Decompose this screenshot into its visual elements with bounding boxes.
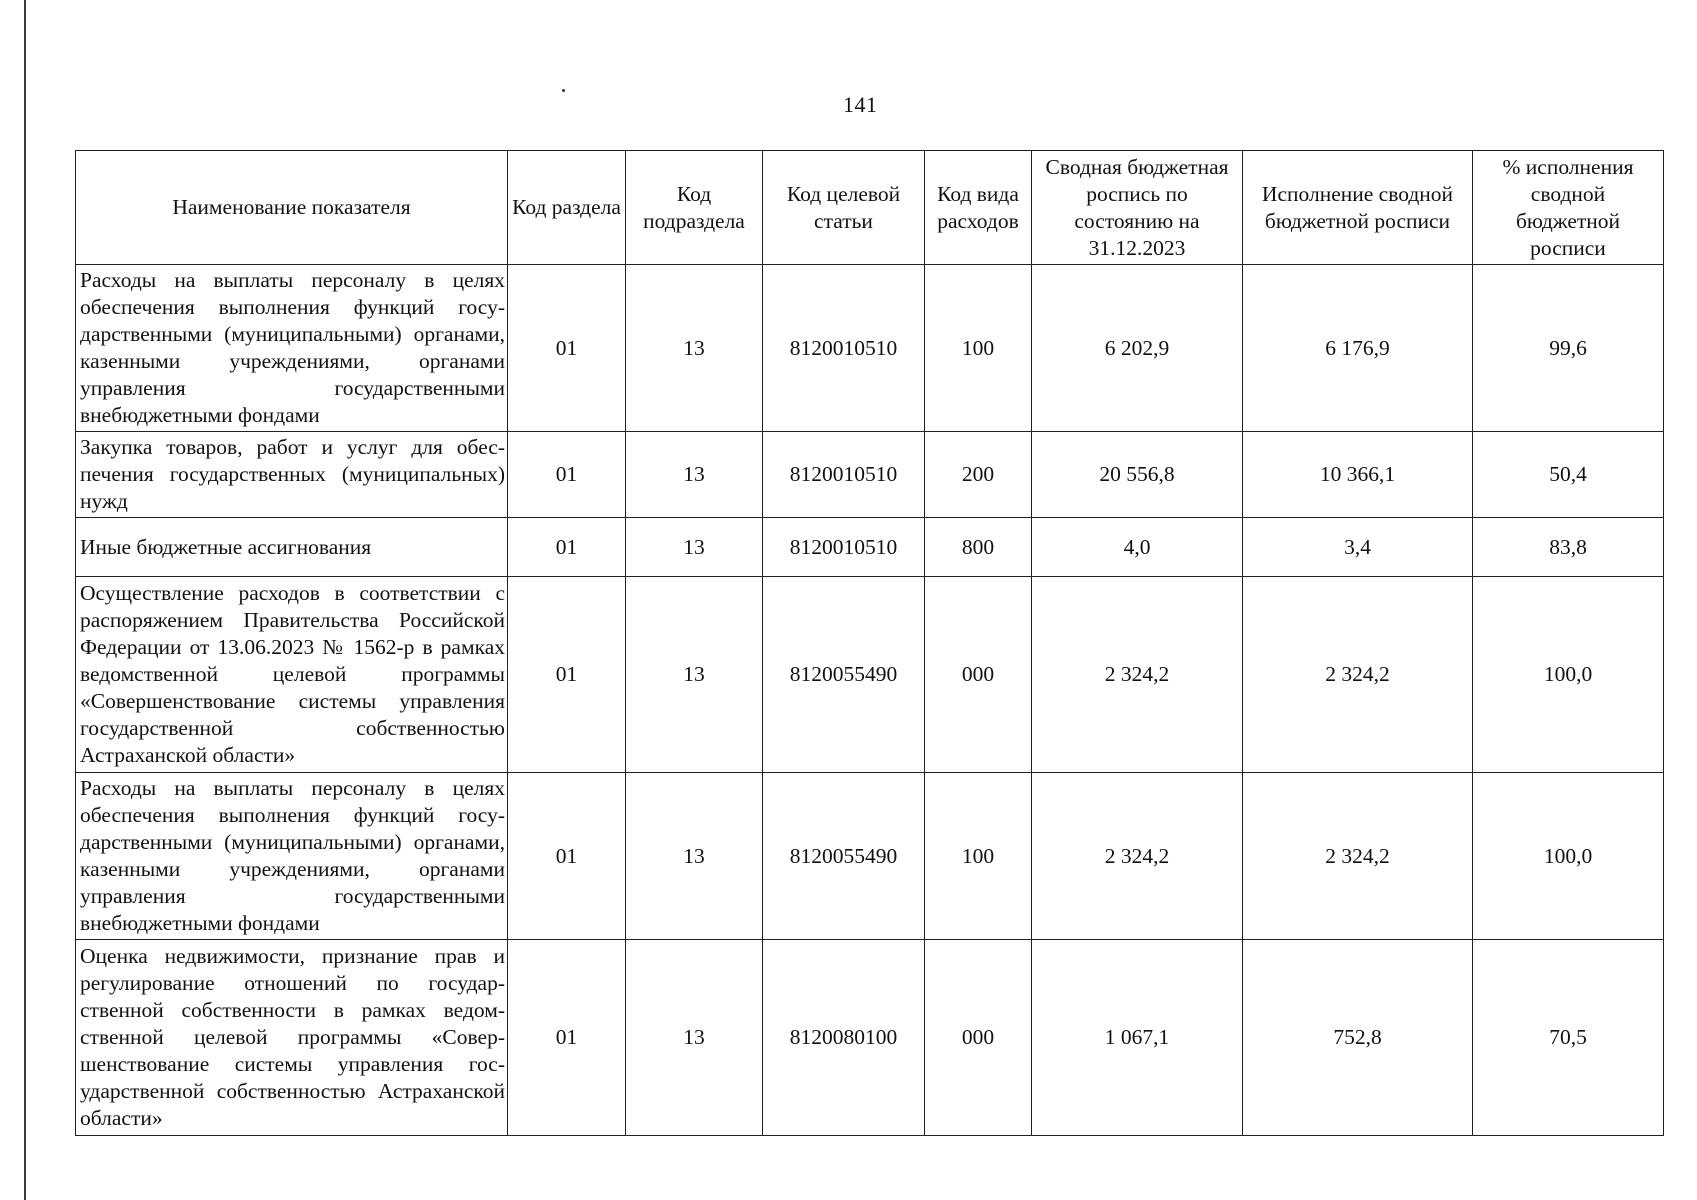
table-row (76, 577, 1664, 773)
row-execution: 10 366,1 (1243, 432, 1473, 518)
row-subsection-code: 13 (626, 265, 763, 432)
row-subsection-code: 13 (626, 773, 763, 940)
row-subsection-code: 13 (626, 432, 763, 518)
row-percent: 50,4 (1473, 432, 1664, 518)
row-section-code: 01 (508, 518, 626, 577)
row-subsection-code: 13 (626, 518, 763, 577)
row-expense-type-code: 800 (925, 518, 1032, 577)
table-row (76, 432, 1664, 518)
table-row (76, 518, 1664, 577)
row-percent: 70,5 (1473, 940, 1664, 1136)
row-percent: 99,6 (1473, 265, 1664, 432)
row-name: Закупка товаров, работ и услуг для обеспечения государственных (муниципальных) нужд (76, 432, 508, 518)
row-execution: 3,4 (1243, 518, 1473, 577)
row-target-code: 8120055490 (763, 577, 925, 773)
scan-speck (562, 89, 565, 92)
row-expense-type-code: 000 (925, 577, 1032, 773)
header-section-code: Код раздела (508, 151, 626, 265)
table-row (76, 773, 1664, 940)
header-expense-type-code: Код вида расходов (925, 151, 1032, 265)
row-plan: 6 202,9 (1032, 265, 1243, 432)
row-plan: 4,0 (1032, 518, 1243, 577)
row-target-code: 8120010510 (763, 265, 925, 432)
row-section-code: 01 (508, 940, 626, 1136)
row-execution: 2 324,2 (1243, 577, 1473, 773)
row-expense-type-code: 100 (925, 773, 1032, 940)
row-name: Иные бюджетные ассигнования (76, 518, 508, 577)
row-expense-type-code: 200 (925, 432, 1032, 518)
row-name: Осуществление расходов в соответствии с распоряжением Правительства Российской Федерации от 13.06.2023 № 1562-р в рамках ведомственной целевой программы «Совершенствование системы управления государственной собственностью Астраханской области» (76, 577, 508, 773)
row-plan: 20 556,8 (1032, 432, 1243, 518)
row-name: Оценка недвижимости, признание прав и регулирование отношений по государственной собственности в рамках ведомственной целевой программы «Совершенствование системы управления государственной собственностью Астраханской области» (76, 940, 508, 1136)
row-percent: 83,8 (1473, 518, 1664, 577)
header-consolidated-plan: Сводная бюджетная роспись по состоянию на 31.12.2023 (1032, 151, 1243, 265)
row-plan: 1 067,1 (1032, 940, 1243, 1136)
row-target-code: 8120080100 (763, 940, 925, 1136)
table-header-row (76, 151, 1664, 265)
row-expense-type-code: 100 (925, 265, 1032, 432)
header-name: Наименование показателя (76, 151, 508, 265)
header-execution: Исполнение сводной бюджетной росписи (1243, 151, 1473, 265)
row-execution: 6 176,9 (1243, 265, 1473, 432)
header-execution-percent: % исполнения сводной бюджетной росписи (1473, 151, 1664, 265)
row-subsection-code: 13 (626, 940, 763, 1136)
row-target-code: 8120055490 (763, 773, 925, 940)
row-percent: 100,0 (1473, 773, 1664, 940)
header-subsection-code: Код подраздела (626, 151, 763, 265)
header-target-code: Код целевой статьи (763, 151, 925, 265)
budget-execution-table (75, 150, 1664, 1136)
row-target-code: 8120010510 (763, 432, 925, 518)
row-section-code: 01 (508, 773, 626, 940)
binding-line (24, 0, 26, 1200)
table-row (76, 940, 1664, 1136)
row-execution: 2 324,2 (1243, 773, 1473, 940)
row-percent: 100,0 (1473, 577, 1664, 773)
row-plan: 2 324,2 (1032, 577, 1243, 773)
row-expense-type-code: 000 (925, 940, 1032, 1136)
row-section-code: 01 (508, 265, 626, 432)
row-name: Расходы на выплаты персоналу в целях обеспечения выполнения функций государственными (муниципальными) органами, казенными учреждениями, органами управления государственными внебюджетными фондами (76, 773, 508, 940)
row-execution: 752,8 (1243, 940, 1473, 1136)
row-target-code: 8120010510 (763, 518, 925, 577)
row-plan: 2 324,2 (1032, 773, 1243, 940)
row-section-code: 01 (508, 577, 626, 773)
table-row (76, 265, 1664, 432)
row-name: Расходы на выплаты персоналу в целях обеспечения выполнения функций государственными (муниципальными) органами, казенными учреждениями, органами управления государственными внебюджетными фондами (76, 265, 508, 432)
page-number: 141 (843, 92, 878, 117)
row-subsection-code: 13 (626, 577, 763, 773)
row-section-code: 01 (508, 432, 626, 518)
